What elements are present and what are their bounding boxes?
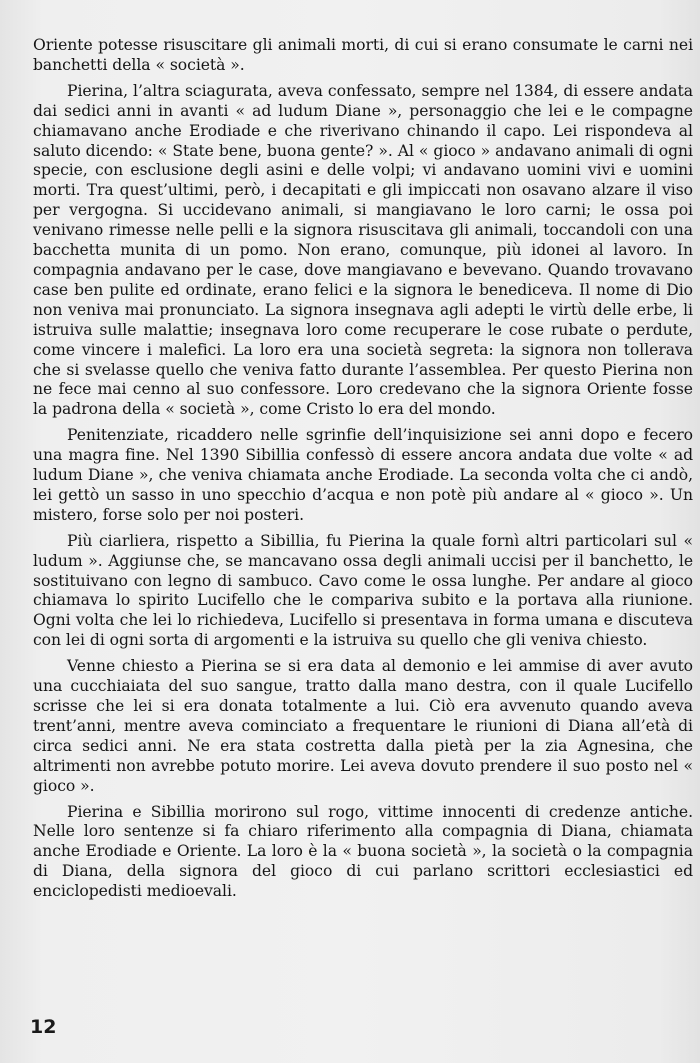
paragraph-4: Più ciarliera, rispetto a Sibillia, fu Pierina la quale fornì altri particolari sul « ludum ». Aggiunse che, se mancavano ossa degli animali uccisi per il banchetto, le sostituivano con legno di sambuco. Cavo come le ossa lunghe. Per andare al gioco chiamava lo spirito Lucifello che le compariva subito e la portava alla riunione. Ogni volta che lei lo richiedeva, Lucifello si presentava in forma umana e discuteva con lei di ogni sorta di argomenti e la istruiva su quello che gli veniva chiesto. — [33, 531, 693, 650]
page-number: 12 — [30, 1016, 57, 1038]
paragraph-6: Pierina e Sibillia morirono sul rogo, vittime innocenti di credenze antiche. Nelle loro sentenze si fa chiaro riferimento alla compagnia di Diana, chiamata anche Erodiade e Oriente. La loro è la « buona società », la società o la compagnia di Diana, della signora del gioco di cui parlano scrittori ecclesiastici ed enciclopedisti medioevali. — [33, 802, 693, 901]
paragraph-1: Oriente potesse risuscitare gli animali morti, di cui si erano consumate le carni nei banchetti della « società ». — [33, 36, 693, 74]
paragraph-2: Pierina, l’altra sciagurata, aveva confessato, sempre nel 1384, di essere andata dai sedici anni in avanti « ad ludum Diane », personaggio che lei e le compagne chiamavano anche Erodiade e che riverivano chinando il capo. Lei rispondeva al saluto dicendo: « State bene, buona gente? ». Al « gioco » andavano animali di ogni specie, con esclusione degli asini e delle volpi; vi andavano uomini vivi e uomini morti. Tra quest’ultimi, però, i decapitati e gli impiccati non osavano alzare il viso per vergogna. Si uccidevano animali, si mangiavano le loro carni; le ossa poi venivano rimesse nelle pelli e la signora risuscitava gli animali, toccandoli con una bacchetta munita di un pomo. Non erano, comunque, più idonei al lavoro. In compagnia andavano per le case, dove mangiavano e bevevano. Quando trovavano case ben pulite ed ordinate, erano felici e la signora le benediceva. Il nome di Dio non veniva mai pronunciato. La signora insegnava agli adepti le virtù delle erbe, li istruiva sulle malattie; insegnava loro come recuperare le cose rubate o perdute, come vincere i malefici. La loro era una società segreta: la signora non tollerava che si svelasse quello che veniva fatto durante l’assemblea. Per questo Pierina non ne fece mai cenno al suo confessore. Loro credevano che la signora Oriente fosse la padrona della « società », come Cristo lo era del mondo. — [33, 81, 693, 419]
paragraph-3: Penitenziate, ricaddero nelle sgrinfie dell’inquisizione sei anni dopo e fecero una magra fine. Nel 1390 Sibillia confessò di essere ancora andata due volte « ad ludum Diane », che veniva chiamata anche Erodiade. La seconda volta che ci andò, lei gettò un sasso in uno specchio d’acqua e non potè più andare al « gioco ». Un mistero, forse solo per noi posteri. — [33, 426, 693, 524]
paragraph-5: Venne chiesto a Pierina se si era data al demonio e lei ammise di aver avuto una cucchiaiata del suo sangue, tratto dalla mano destra, con il quale Lucifello scrisse che lei si era donata totalmente a lui. Ciò era avvenuto quando aveva trent’anni, mentre aveva cominciato a frequentare le riunioni di Diana all’età di circa sedici anni. Ne era stata costretta dalla pietà per la zia Agnesina, che altrimenti non avrebbe potuto morire. Lei aveva dovuto prendere il suo posto nel « gioco ». — [33, 657, 693, 795]
body-text — [33, 36, 693, 908]
